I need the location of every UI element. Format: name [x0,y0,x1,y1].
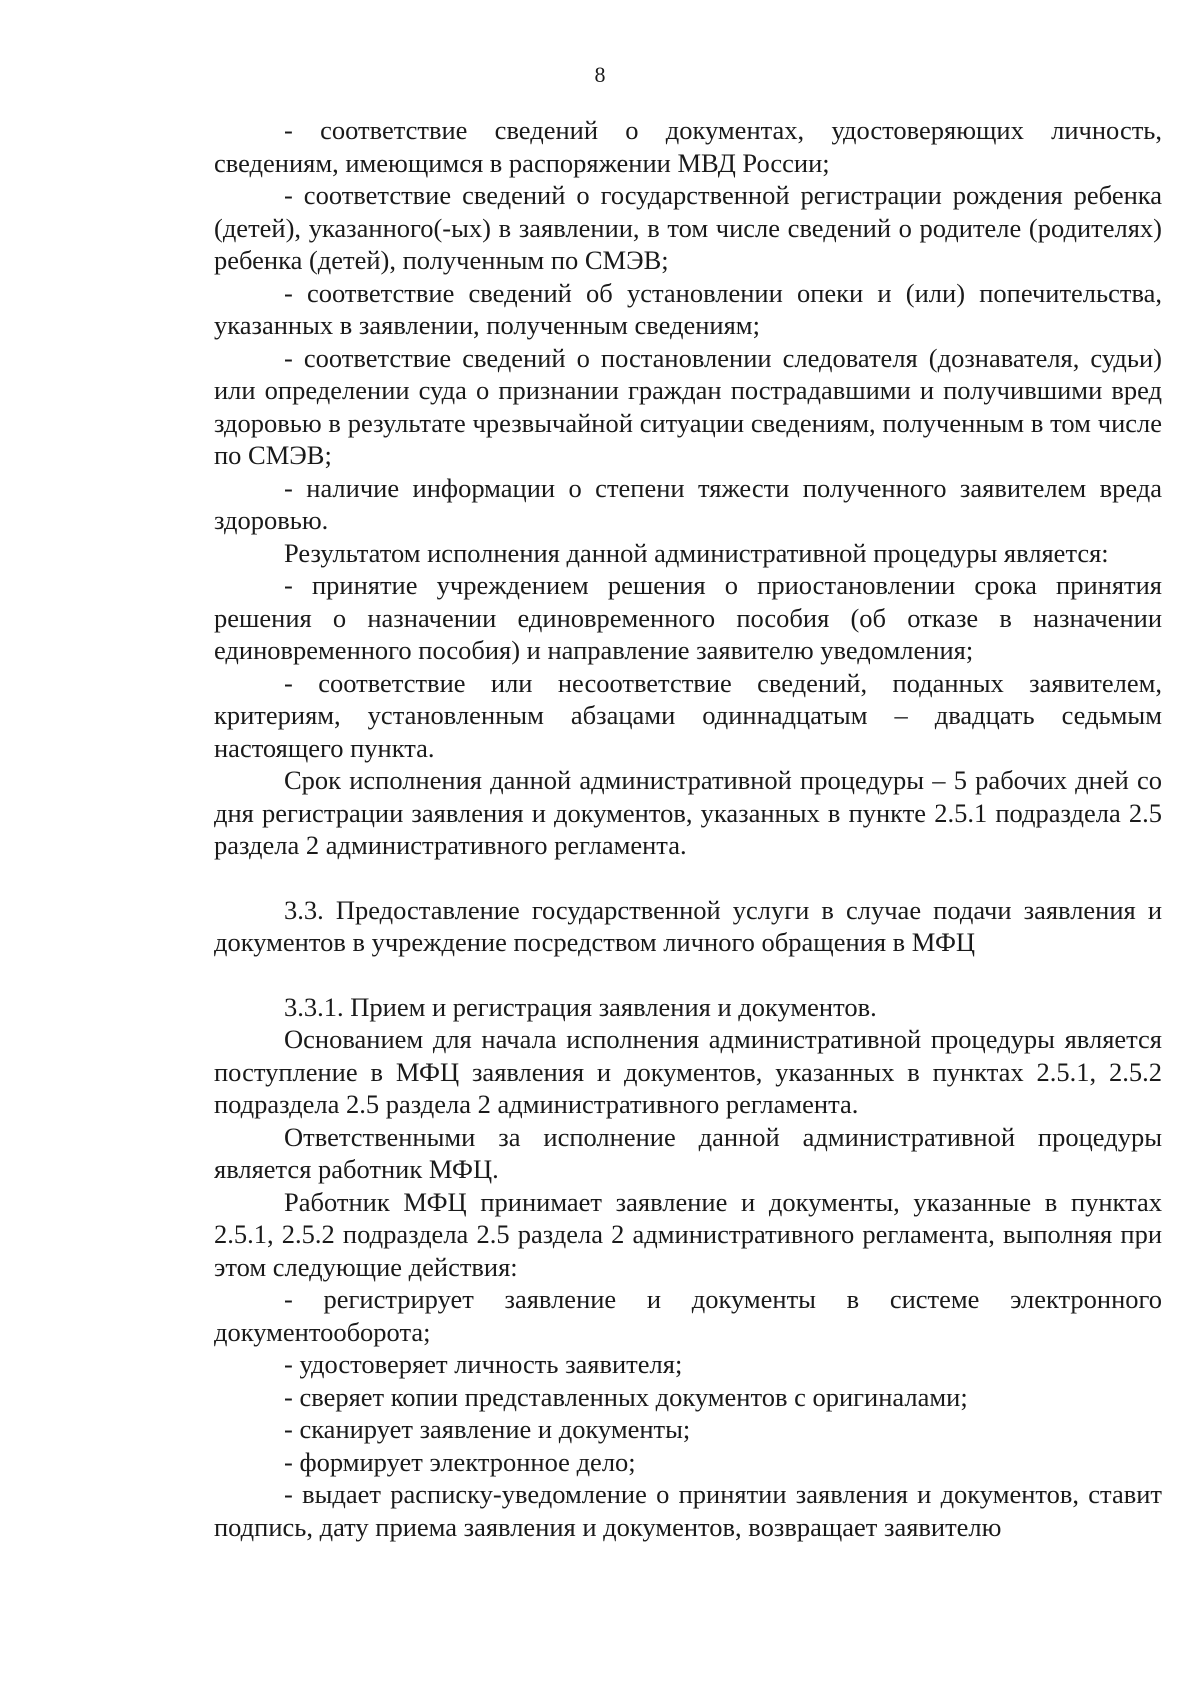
paragraph: - наличие информации о степени тяжести полученного заявителем вреда здоровью. [214,472,1162,535]
paragraph: - удостоверяет личность заявителя; [284,1349,683,1379]
paragraph: - сверяет копии представленных документов с оригиналами; [284,1381,968,1412]
paragraph: - соответствие сведений об установлении опеки и (или) попечительства, указанных в заявлении, полученным сведениям; [214,277,1162,340]
section-heading: 3.3. Предоставление государственной услуги в случае подачи заявления и документов в учреждение посредством личного обращения в МФЦ [214,894,1162,957]
paragraph: Работник МФЦ принимает заявление и документы, указанные в пунктах 2.5.1, 2.5.2 подраздела 2.5 раздела 2 административного регламента, выполняя при этом следующие действия: [214,1186,1162,1282]
paragraph: - сканирует заявление и документы; [284,1414,691,1444]
paragraph: Основанием для начала исполнения административной процедуры является поступление в МФЦ заявления и документов, указанных в пунктах 2.5.1, 2.5.2 подраздела 2.5 раздела 2 административного регламента. [214,1024,1162,1119]
paragraph: Срок исполнения данной административной процедуры – 5 рабочих дней со дня регистрации заявления и документов, указанных в пункте 2.5.1 подраздела 2.5 раздела 2 административного регламента. [214,765,1162,860]
subsection-heading: 3.3.1. Прием и регистрация заявления и документов. [284,991,877,1022]
paragraph: - соответствие сведений о документах, удостоверяющих личность, сведениям, имеющимся в распоряжении МВД России; [214,115,1162,178]
paragraph: - регистрирует заявление и документы в системе электронного документооборота; [214,1284,1162,1347]
paragraph: - выдает расписку-уведомление о принятии заявления и документов, ставит подпись, дату приема заявления и документов, возвращает заявителю [214,1479,1162,1542]
paragraph: - соответствие или несоответствие сведений, поданных заявителем, критериям, установленным абзацами одиннадцатым – двадцать седьмым настоящего пункта. [214,667,1162,763]
document-body [214,114,1162,1543]
paragraph: Ответственными за исполнение данной административной процедуры является работник МФЦ. [214,1121,1162,1184]
paragraph: - соответствие сведений о постановлении следователя (дознавателя, судьи) или определении суда о признании граждан пострадавшими и получившими вред здоровью в результате чрезвычайной ситуации сведениям, полученным в том числе по СМЭВ; [214,342,1162,470]
paragraph: - формирует электронное дело; [284,1446,636,1477]
paragraph: - принятие учреждением решения о приостановлении срока принятия решения о назначении единовременного пособия (об отказе в назначении единовременного пособия) и направление заявителю уведомления; [214,570,1162,665]
paragraph: Результатом исполнения данной административной процедуры является: [284,537,1109,568]
page-number: 8 [594,62,606,87]
paragraph: - соответствие сведений о государственной регистрации рождения ребенка (детей), указанного(-ых) в заявлении, в том числе сведений о родителе (родителях) ребенка (детей), полученным по СМЭВ; [214,180,1162,275]
